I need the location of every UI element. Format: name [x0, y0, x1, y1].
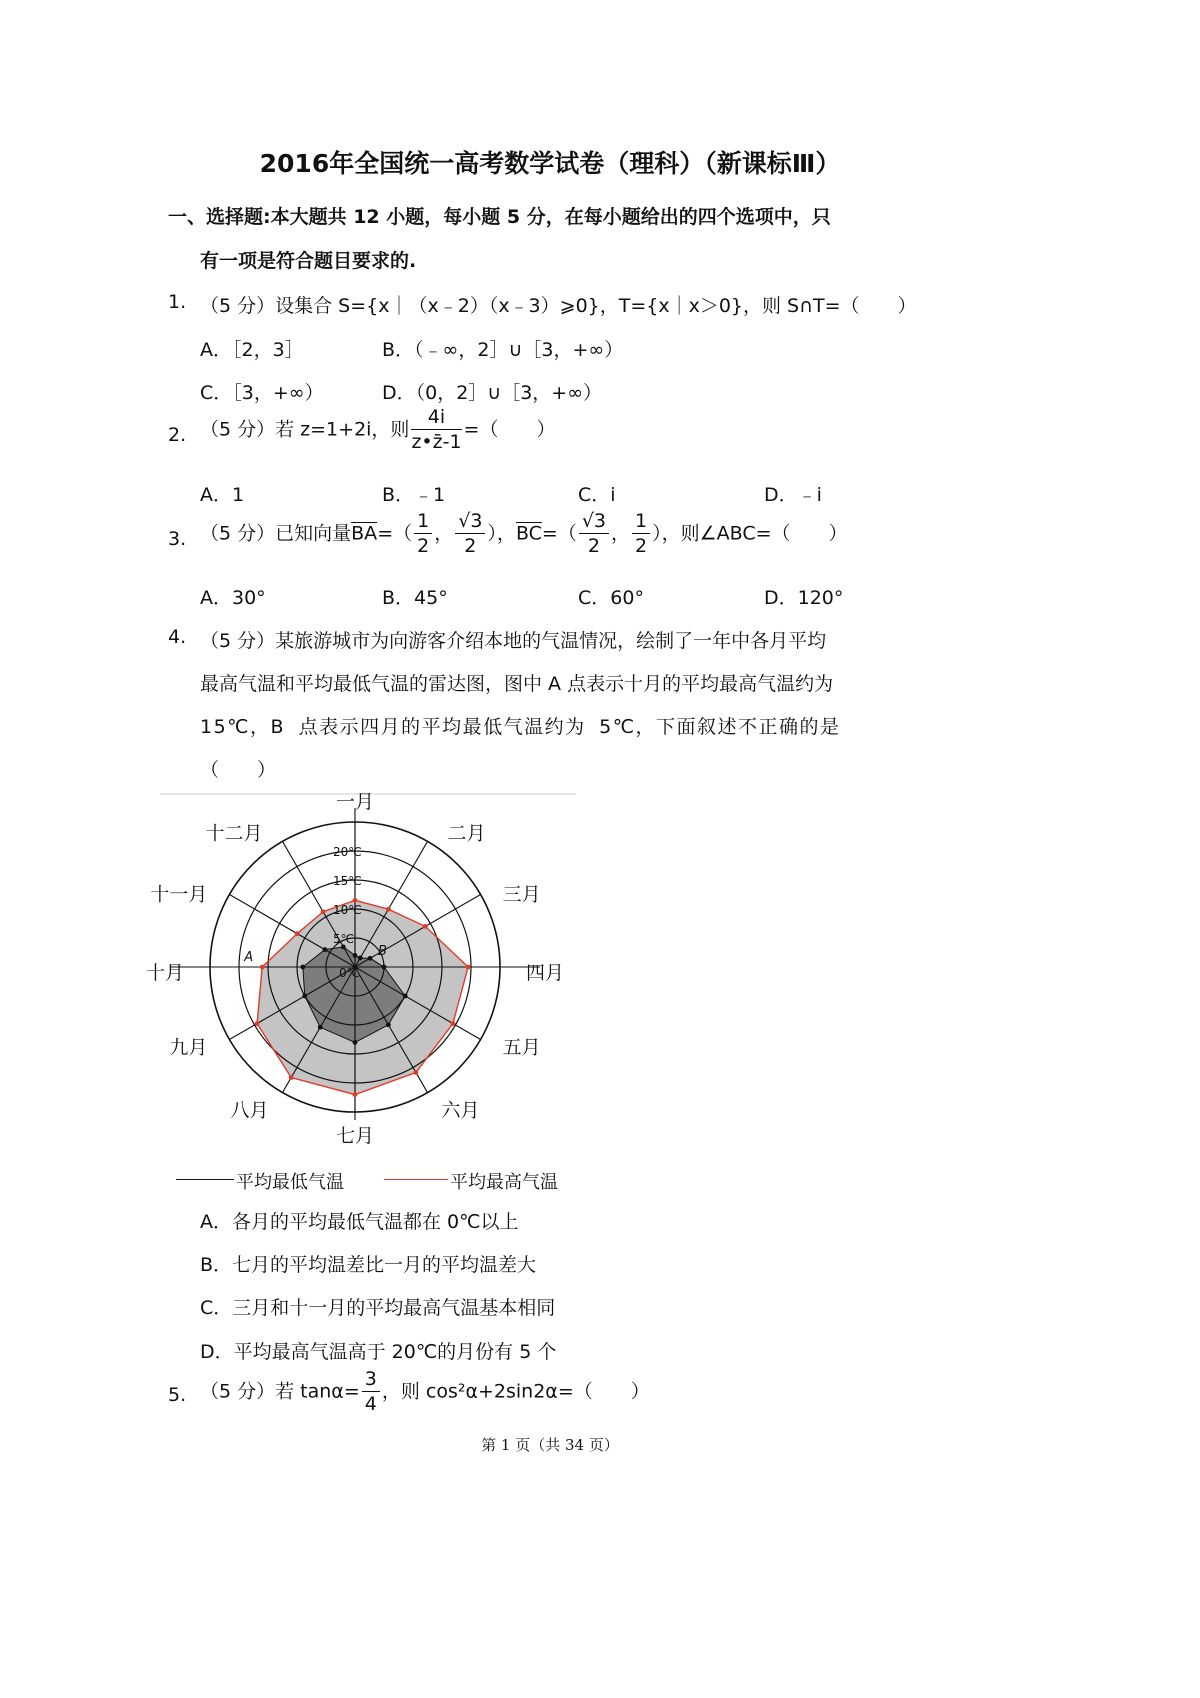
page-footer: 第 1 页（共 34 页） [481, 1436, 619, 1454]
month-label: 八月 [230, 1099, 269, 1122]
q3-text-1: =（ [377, 522, 413, 545]
q3-option-d: D．120° [764, 587, 844, 609]
low-temp-point [382, 965, 387, 970]
q2-frac-den: z•z̄-1 [411, 431, 462, 453]
q3-option-b: B．45° [382, 587, 448, 609]
high-temp-point [451, 1021, 456, 1026]
q4-option-c: C．三月和十一月的平均最高气温基本相同 [200, 1297, 556, 1319]
high-temp-point [353, 1092, 358, 1097]
radar-chart [145, 791, 580, 1192]
ring-label: 0℃ [339, 966, 361, 980]
low-temp-point [353, 953, 358, 958]
month-label: 十月 [145, 962, 184, 984]
month-label: 六月 [441, 1099, 480, 1122]
month-label: 十二月 [205, 822, 263, 845]
high-temp-point [321, 909, 326, 914]
q4-option-d: D．平均最高气温高于 20℃的月份有 5 个 [200, 1341, 557, 1363]
q1-stem: （5 分）设集合 S={x｜（x﹣2）（x﹣3）⩾0}，T={x｜x＞0}，则 S∩T=（ ） [200, 295, 917, 317]
month-label: 二月 [447, 822, 486, 845]
q3-comma-1: ， [434, 522, 454, 545]
month-label: 一月 [335, 791, 375, 813]
low-temp-point [318, 1025, 323, 1030]
q5-number: 5. [168, 1384, 187, 1406]
q4-stem-line1: （5 分）某旅游城市为向游客介绍本地的气温情况，绘制了一年中各月平均 [200, 630, 827, 652]
legend-label-high: 平均最高气温 [450, 1172, 558, 1193]
q3-comma-2: ， [611, 522, 631, 545]
q2-option-d: D．﹣i [764, 484, 822, 506]
low-temp-point [322, 947, 327, 952]
q3-text-3: =（ [541, 522, 577, 545]
q3-frac-2-den: 2 [464, 535, 477, 557]
legend-swatch-high [384, 1179, 448, 1180]
q2-option-a: A．1 [200, 484, 245, 506]
q4-stem-line2: 最高气温和平均最低气温的雷达图，图中 A 点表示十月的平均最高气温约为 [200, 673, 834, 695]
month-label: 五月 [502, 1036, 541, 1059]
q1-option-c: C．［3，+∞） [200, 382, 324, 404]
q3-text-2: ）， [487, 522, 516, 545]
high-temp-point [289, 1075, 294, 1080]
q5-stem-pre: （5 分）若 tanα= [200, 1380, 360, 1403]
q3-frac-1-den: 2 [417, 535, 430, 557]
q3-frac-1-num: 1 [414, 512, 432, 534]
q2-stem-pre: （5 分）若 z=1+2i，则 [200, 418, 410, 441]
point-a-label: A [244, 950, 254, 965]
high-temp-point [255, 1021, 260, 1026]
q3-frac-4-num: 1 [632, 512, 650, 534]
q2-stem [200, 408, 555, 452]
q3-option-c: C．60° [578, 587, 644, 609]
q5-frac-num: 3 [362, 1370, 380, 1392]
q2-option-b: B．﹣1 [382, 484, 446, 506]
month-label: 四月 [526, 962, 565, 984]
q2-fraction [411, 408, 461, 452]
q4-stem-line4: （ ） [200, 759, 277, 781]
q4-option-a: A．各月的平均最低气温都在 0℃以上 [200, 1211, 519, 1233]
low-temp-point [368, 956, 373, 961]
ring-label: 5℃ [333, 932, 355, 946]
ring-label: 15℃ [333, 874, 362, 888]
q3-frac-1 [414, 512, 432, 556]
q3-stem-pre: （5 分）已知向量 [200, 522, 352, 545]
q3-option-a: A．30° [200, 587, 266, 609]
q1-option-a: A．［2，3］ [200, 339, 304, 361]
q3-frac-3-num: √3 [579, 512, 609, 534]
q1-number: 1. [168, 291, 187, 313]
q1-option-b: B．（﹣∞，2］∪［3，+∞） [382, 339, 624, 361]
q3-frac-3-den: 2 [587, 535, 600, 557]
ring-label: 20℃ [333, 845, 362, 859]
high-temp-point [260, 965, 265, 970]
chart-legend [176, 1168, 596, 1192]
q5-stem-post: ，则 cos²α+2sin2α=（ ） [381, 1380, 650, 1403]
q1-option-d: D．（0，2］∪［3，+∞） [382, 382, 603, 404]
q3-stem [200, 512, 848, 556]
q3-frac-4 [632, 512, 650, 556]
q2-option-c: C．i [578, 484, 616, 506]
q4-number: 4. [168, 626, 187, 648]
page-title: 2016年全国统一高考数学试卷（理科）（新课标Ⅲ） [259, 149, 841, 178]
legend-label-low: 平均最低气温 [236, 1172, 344, 1193]
section-heading-line2: 有一项是符合题目要求的. [200, 250, 417, 272]
q3-number: 3. [168, 528, 187, 550]
q2-number: 2. [168, 424, 187, 446]
low-temp-point [386, 1022, 391, 1027]
month-label: 三月 [502, 883, 541, 906]
month-label: 七月 [335, 1125, 375, 1147]
high-temp-point [466, 965, 471, 970]
high-temp-point [414, 1070, 419, 1075]
low-temp-point [353, 1040, 358, 1045]
q3-frac-3 [579, 512, 609, 556]
q4-stem-line3: 15℃，B 点表示四月的平均最低气温约为 5℃，下面叙述不正确的是 [200, 716, 841, 738]
ring-label: 10℃ [333, 903, 362, 917]
q3-stem-post: ），则∠ABC=（ ） [652, 522, 848, 545]
q3-frac-2 [455, 512, 485, 556]
low-temp-point [403, 994, 408, 999]
high-temp-point [423, 924, 428, 929]
q3-frac-2-num: √3 [455, 512, 485, 534]
point-b-label: B [378, 944, 387, 959]
high-temp-point [353, 898, 358, 903]
low-temp-point [302, 994, 307, 999]
q4-option-b: B．七月的平均温差比一月的平均温差大 [200, 1254, 537, 1276]
q2-stem-post: =（ ） [463, 418, 556, 441]
vector-ba: $\overline{BA}$ [351, 522, 378, 545]
q2-frac-num: 4i [411, 408, 461, 430]
q3-frac-4-den: 2 [635, 535, 648, 557]
month-label: 十一月 [150, 883, 208, 906]
q5-fraction [362, 1370, 380, 1414]
high-temp-point [386, 907, 391, 912]
section-heading-line1: 一、选择题:本大题共 12 小题，每小题 5 分，在每小题给出的四个选项中，只 [168, 206, 831, 228]
vector-bc: $\overline{BC}$ [515, 522, 542, 545]
low-temp-point [300, 965, 305, 970]
month-label: 九月 [169, 1036, 208, 1059]
high-temp-point [295, 931, 300, 936]
q5-frac-den: 4 [364, 1393, 377, 1415]
low-temp-point [358, 956, 363, 961]
q5-stem [200, 1370, 650, 1414]
legend-swatch-low [176, 1179, 234, 1180]
